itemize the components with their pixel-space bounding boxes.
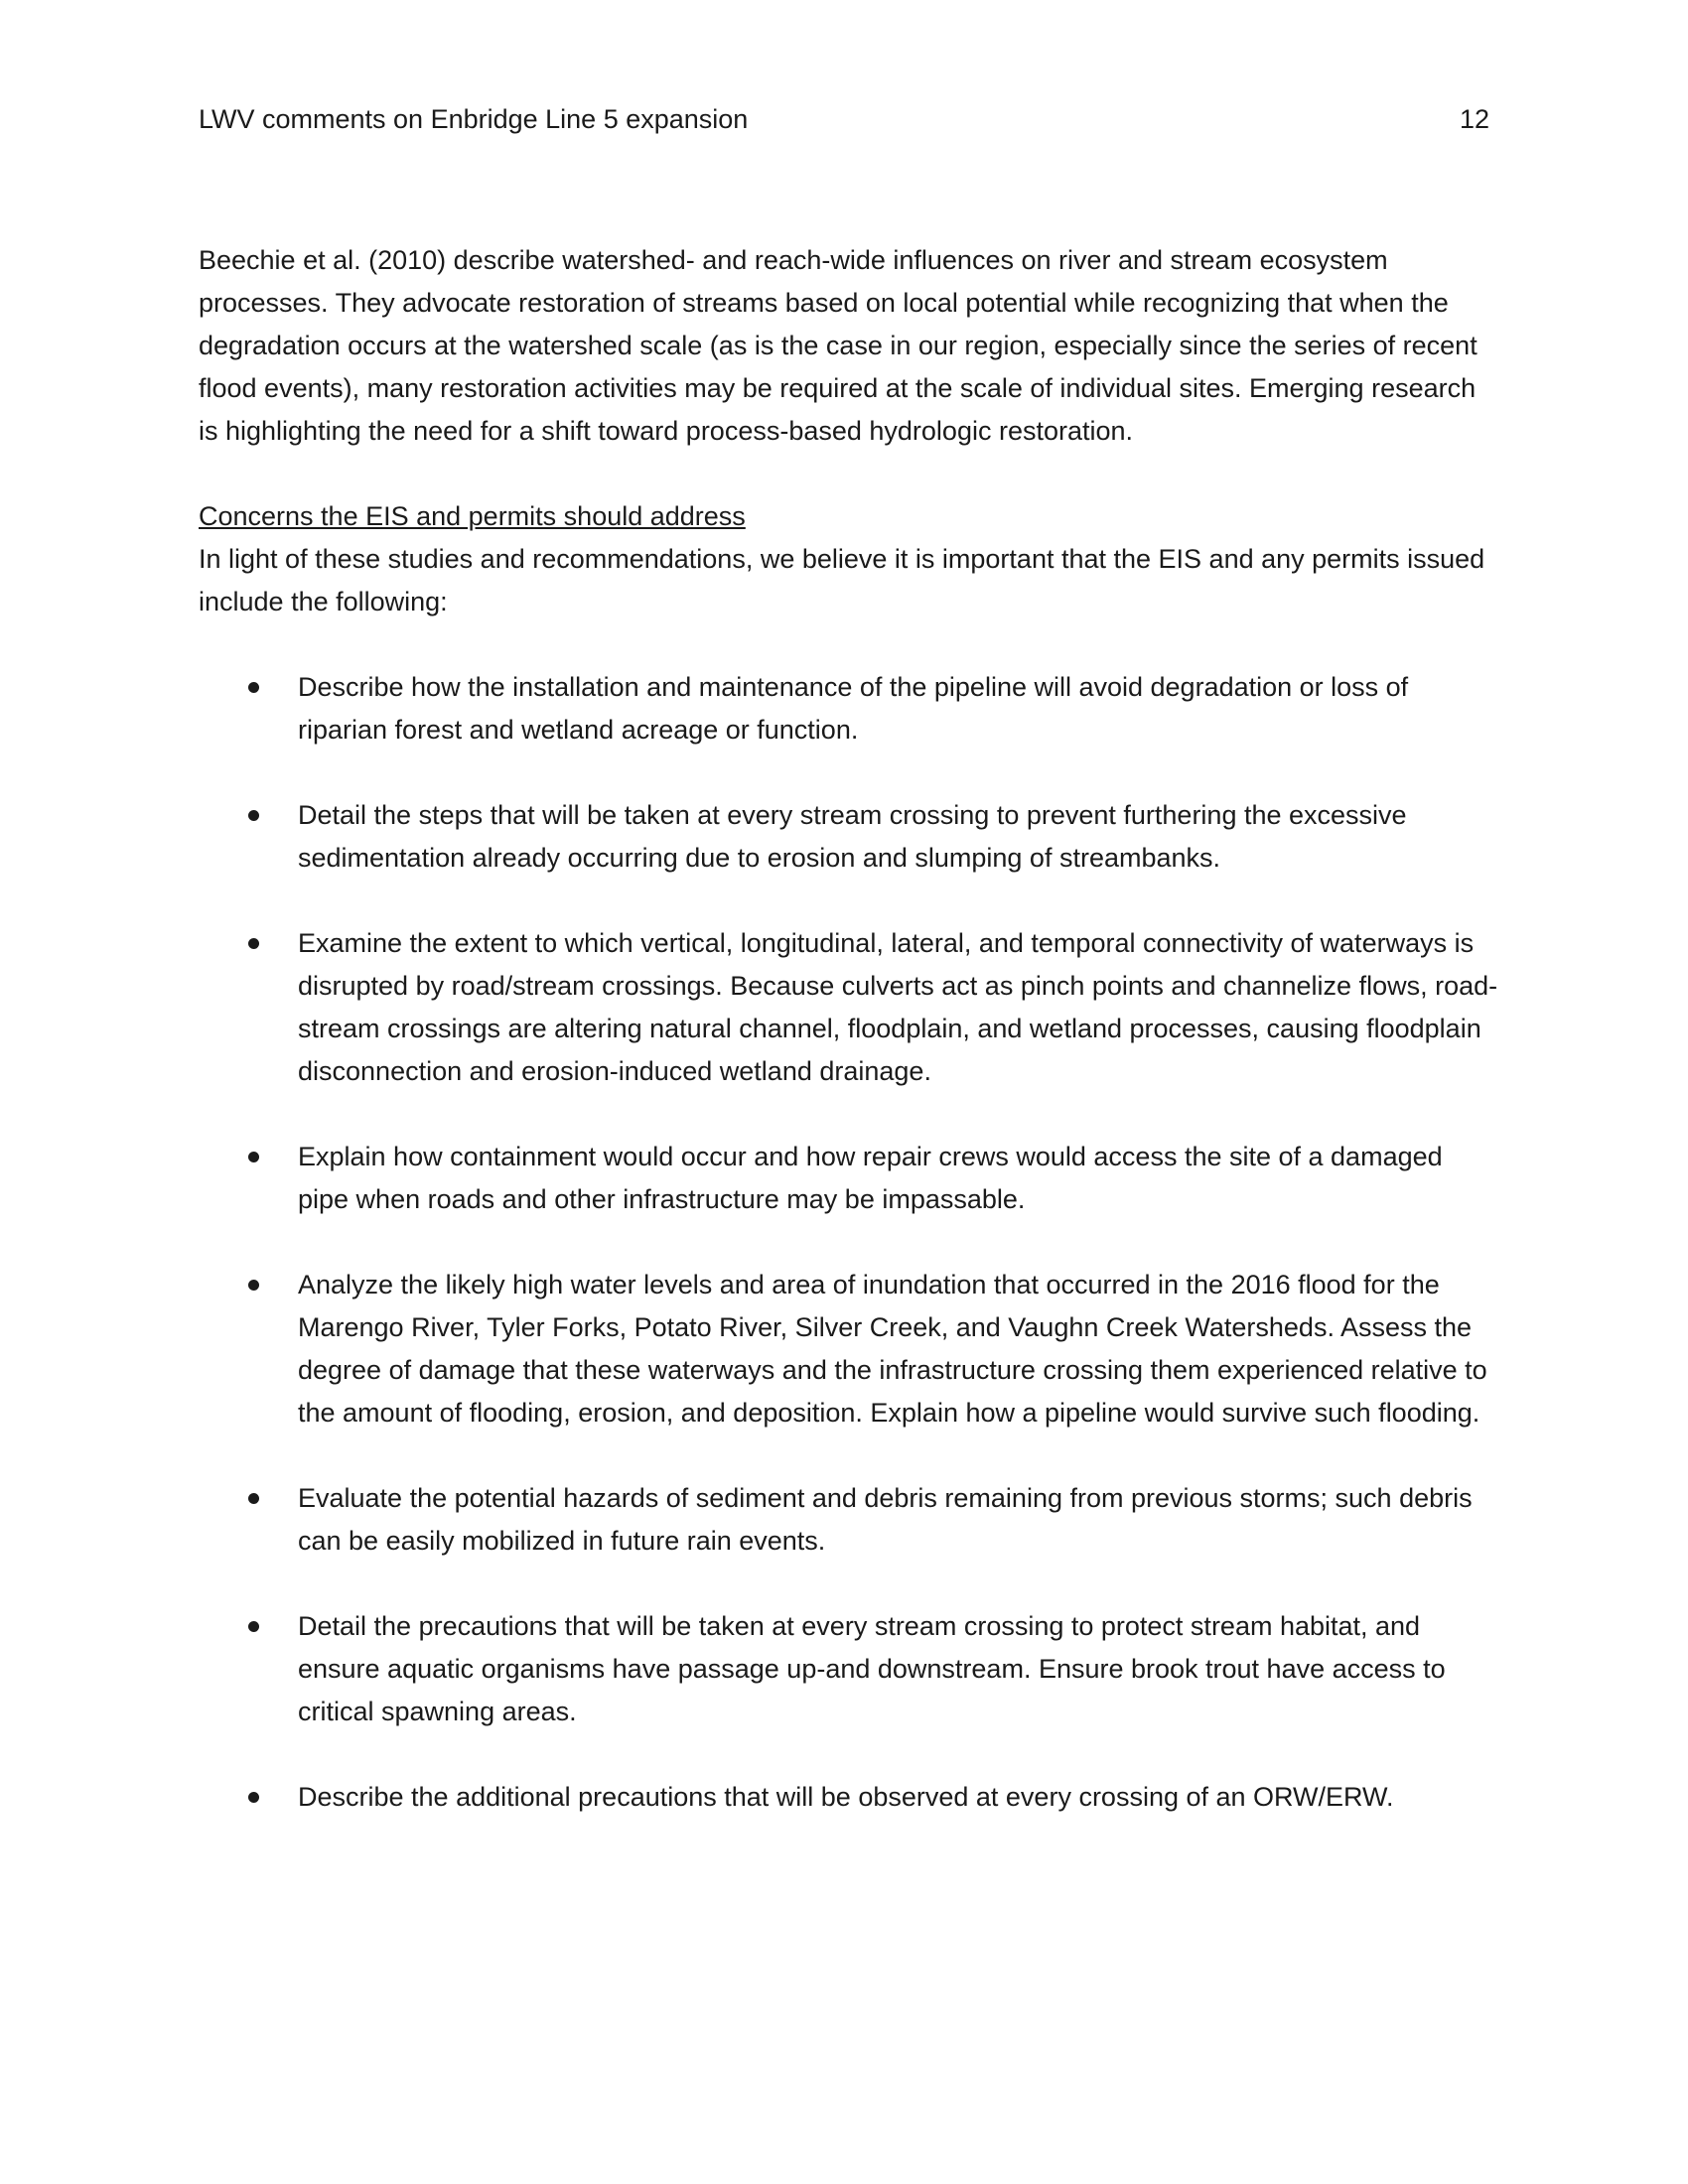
list-item (199, 794, 1499, 880)
list-item (199, 1605, 1499, 1733)
list-item-text: Describe the additional precautions that will be observed at every crossing of an ORW/ERW. (298, 1782, 1394, 1812)
bullet-icon (248, 1280, 259, 1291)
body-paragraph: Beechie et al. (2010) describe watershed- and reach-wide influences on river and stream ecosystem processes. They advocate restoration of streams based on local potential while recognizing that when the degradation occurs at the watershed scale (as is the case in our region, especially since the series of recent flood events), many restoration activities may be required at the scale of individual sites. Emerging research is highlighting the need for a shift toward process-based hydrologic restoration. (199, 245, 1477, 446)
page-header (199, 99, 1489, 139)
bullet-icon (248, 1152, 259, 1162)
bullet-icon (248, 938, 259, 949)
list-item (199, 922, 1499, 1093)
page-number: 12 (1459, 104, 1489, 134)
list-item (199, 1264, 1499, 1434)
recommendation-list (199, 666, 1499, 1819)
header-title: LWV comments on Enbridge Line 5 expansion (199, 104, 749, 134)
list-item-text: Explain how containment would occur and how repair crews would access the site of a damaged pipe when roads and other infrastructure may be impassable. (298, 1142, 1443, 1214)
list-item (199, 1477, 1499, 1563)
bullet-icon (248, 810, 259, 821)
document-body (199, 239, 1499, 1861)
bullet-icon (248, 1621, 259, 1632)
list-item-text: Detail the precautions that will be taken at every stream crossing to protect stream habitat, and ensure aquatic organisms have passage up-and downstream. Ensure brook trout have access to critical spawning areas. (298, 1611, 1446, 1726)
bullet-icon (248, 1493, 259, 1504)
list-item (199, 1776, 1499, 1819)
list-item-text: Evaluate the potential hazards of sediment and debris remaining from previous storms; such debris can be easily mobilized in future rain events. (298, 1483, 1473, 1556)
list-item-text: Detail the steps that will be taken at every stream crossing to prevent furthering the excessive sedimentation already occurring due to erosion and slumping of streambanks. (298, 800, 1407, 873)
list-item-text: Examine the extent to which vertical, longitudinal, lateral, and temporal connectivity of waterways is disrupted by road/stream crossings. Because culverts act as pinch points and channelize flows, road-stream crossings are altering natural channel, floodplain, and wetland processes, causing floodplain disconnection and erosion-induced wetland drainage. (298, 928, 1498, 1086)
list-item (199, 1136, 1499, 1221)
list-item-text: Analyze the likely high water levels and area of inundation that occurred in the 2016 flood for the Marengo River, Tyler Forks, Potato River, Silver Creek, and Vaughn Creek Watersheds. Assess the degree of damage that these waterways and the infrastructure crossing them experienced relative to the amount of flooding, erosion, and deposition. Explain how a pipeline would survive such flooding. (298, 1270, 1487, 1428)
list-item (199, 666, 1499, 751)
intro-paragraph: In light of these studies and recommendations, we believe it is important that the EIS and any permits issued include the following: (199, 544, 1485, 616)
section-heading: Concerns the EIS and permits should address (199, 501, 746, 531)
list-item-text: Describe how the installation and maintenance of the pipeline will avoid degradation or loss of riparian forest and wetland acreage or function. (298, 672, 1409, 745)
bullet-icon (248, 1792, 259, 1803)
bullet-icon (248, 682, 259, 693)
